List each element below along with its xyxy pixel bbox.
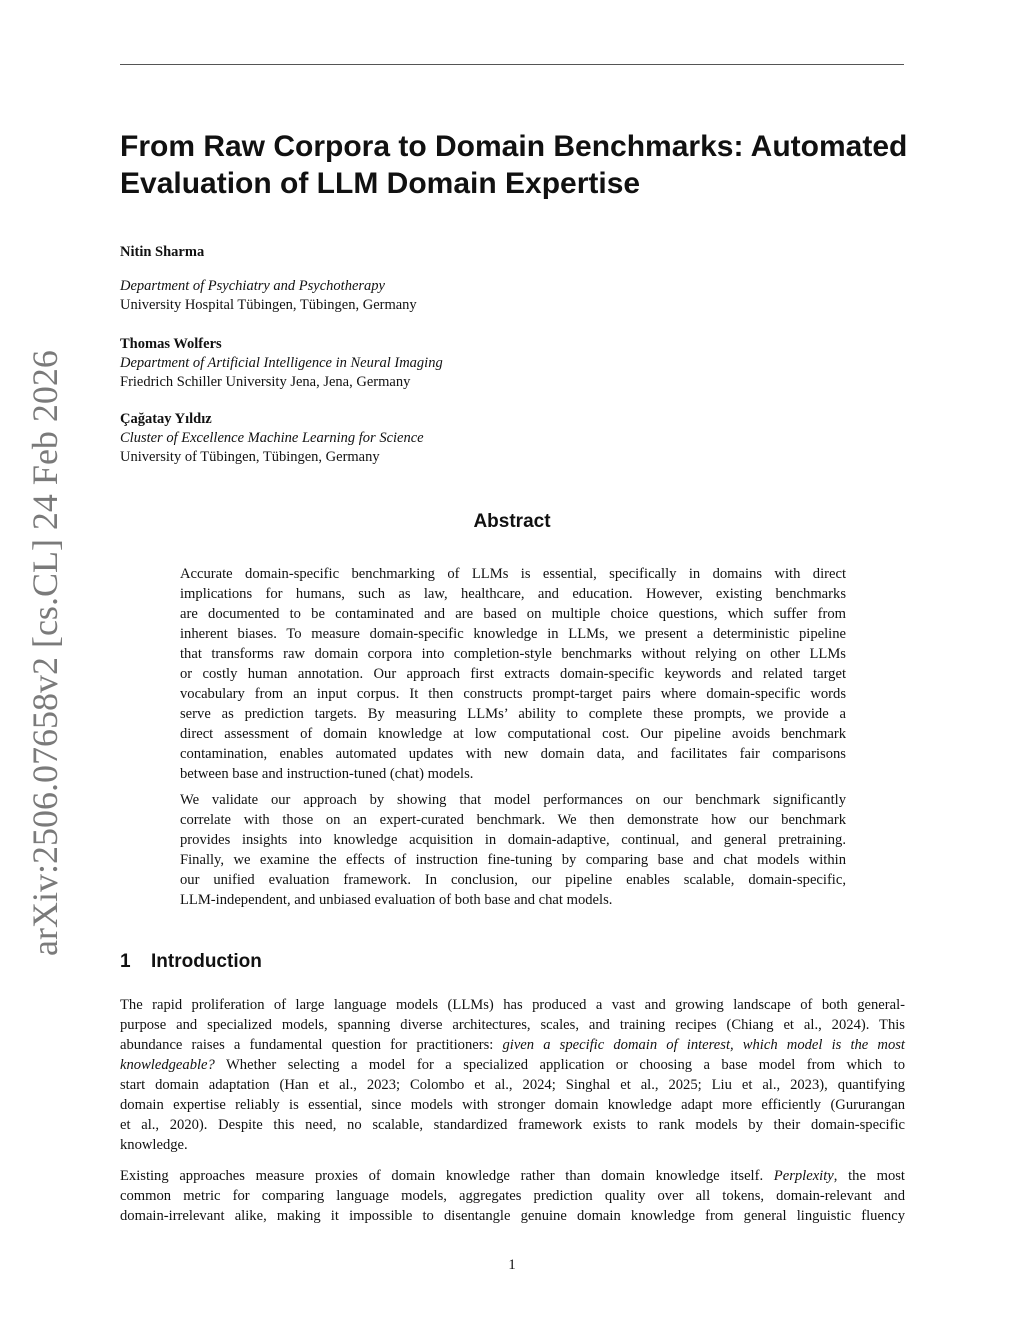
abstract-paragraph (180, 790, 846, 910)
text-line: knowledge. (120, 1137, 188, 1153)
author-institution: University Hospital Tübingen, Tübingen, Germany (120, 297, 417, 313)
text-line: purpose and specialized models, spanning diverse architectures, scales, and training recipes (Chiang et al., 2024). This (120, 1017, 905, 1033)
text-line: that transforms raw domain corpora into completion-style benchmarks without relying on other LLMs (180, 646, 846, 662)
section-heading-introduction (120, 951, 262, 973)
author-institution: Friedrich Schiller University Jena, Jena, Germany (120, 374, 411, 390)
title-line: From Raw Corpora to Domain Benchmarks: Automated (120, 130, 908, 163)
body-paragraph (120, 995, 905, 1155)
text-line: inherent biases. To measure domain-specific knowledge in LLMs, we present a deterministic pipeline (180, 626, 846, 642)
text-line: provides insights into knowledge acquisition in domain-adaptive, continual, and general pretraining. (180, 832, 846, 848)
text-run: Existing approaches measure proxies of domain knowledge rather than domain knowledge itself. (120, 1168, 774, 1184)
author-name: Nitin Sharma (120, 244, 205, 260)
text-line: The rapid proliferation of large language models (LLMs) has produced a vast and growing landscape of both general- (120, 997, 905, 1013)
abstract-paragraph (180, 564, 846, 784)
text-line: Accurate domain-specific benchmarking of LLMs is essential, specifically in domains with direct (180, 566, 846, 582)
text-run: abundance raises a fundamental question for practitioners: (120, 1037, 503, 1053)
arxiv-identifier-stamp: arXiv:2506.07658v2 [cs.CL] 24 Feb 2026 (25, 350, 65, 956)
text-line: LLM-independent, and unbiased evaluation of both base and chat models. (180, 892, 613, 908)
paper-title (120, 128, 920, 202)
body-paragraph (120, 1166, 905, 1226)
author-department: Department of Artificial Intelligence in Neural Imaging (120, 355, 443, 371)
text-line: contamination, enables automated updates with new domain data, and facilitates fair comparisons (180, 746, 846, 762)
text-line: Finally, we examine the effects of instruction fine-tuning by comparing base and chat models within (180, 852, 846, 868)
emphasis-text: knowledgeable? (120, 1057, 215, 1073)
text-line: implications for humans, such as law, healthcare, and education. However, existing benchmarks (180, 586, 846, 602)
header-rule (120, 64, 904, 65)
text-line: et al., 2020). Despite this need, no scalable, standardized framework exists to rank models by their domain-specific (120, 1117, 905, 1133)
author-institution: University of Tübingen, Tübingen, Germany (120, 449, 380, 465)
author-department: Cluster of Excellence Machine Learning for Science (120, 430, 424, 446)
text-line: correlate with those on an expert-curated benchmark. We then demonstrate how our benchmark (180, 812, 846, 828)
author-name: Çağatay Yıldız (120, 411, 212, 427)
text-line: domain expertise reliably is essential, since models with stronger domain knowledge adapt more efficiently (Gururangan (120, 1097, 905, 1113)
emphasis-text: Perplexity (773, 1168, 834, 1184)
page-number: 1 (508, 1257, 516, 1273)
text-run: Whether selecting a model for a specialized application or choosing a base model from which to (214, 1057, 905, 1073)
text-line: or costly human annotation. Our approach first extracts domain-specific keywords and related target (180, 666, 846, 682)
title-line: Evaluation of LLM Domain Expertise (120, 167, 641, 200)
text-line: start domain adaptation (Han et al., 2023; Colombo et al., 2024; Singhal et al., 2025; Liu et al., 2023), quantifying (120, 1077, 905, 1093)
text-line (120, 1166, 905, 1186)
section-number: 1 (120, 951, 131, 972)
text-line: vocabulary from an input corpus. It then constructs prompt-target pairs where domain-specific words (180, 686, 846, 702)
text-line (120, 1055, 905, 1075)
text-line: direct assessment of domain knowledge at low computational cost. Our pipeline avoids benchmark (180, 726, 846, 742)
section-title: Introduction (151, 951, 262, 972)
text-run: , the most (833, 1168, 905, 1184)
author-block (120, 410, 720, 467)
text-line: We validate our approach by showing that model performances on our benchmark significantly (180, 792, 846, 808)
emphasis-text: given a specific domain of interest, which model is the most (502, 1037, 905, 1053)
text-line: domain-irrelevant alike, making it impossible to disentangle genuine domain knowledge from general linguistic fluency (120, 1208, 905, 1224)
text-line: our unified evaluation framework. In conclusion, our pipeline enables scalable, domain-specific, (180, 872, 846, 888)
text-line: are documented to be contaminated and are based on multiple choice questions, which suffer from (180, 606, 846, 622)
text-line (120, 1035, 905, 1055)
author-block (120, 243, 720, 315)
text-line: common metric for comparing language models, aggregates prediction quality over all tokens, domain-relevant and (120, 1188, 905, 1204)
author-block (120, 335, 720, 392)
text-line: serve as prediction targets. By measuring LLMs’ ability to complete these prompts, we provide a (180, 706, 846, 722)
author-department: Department of Psychiatry and Psychotherapy (120, 278, 385, 294)
text-line: between base and instruction-tuned (chat) models. (180, 766, 474, 782)
author-name: Thomas Wolfers (120, 336, 222, 352)
abstract-heading: Abstract (473, 511, 551, 532)
